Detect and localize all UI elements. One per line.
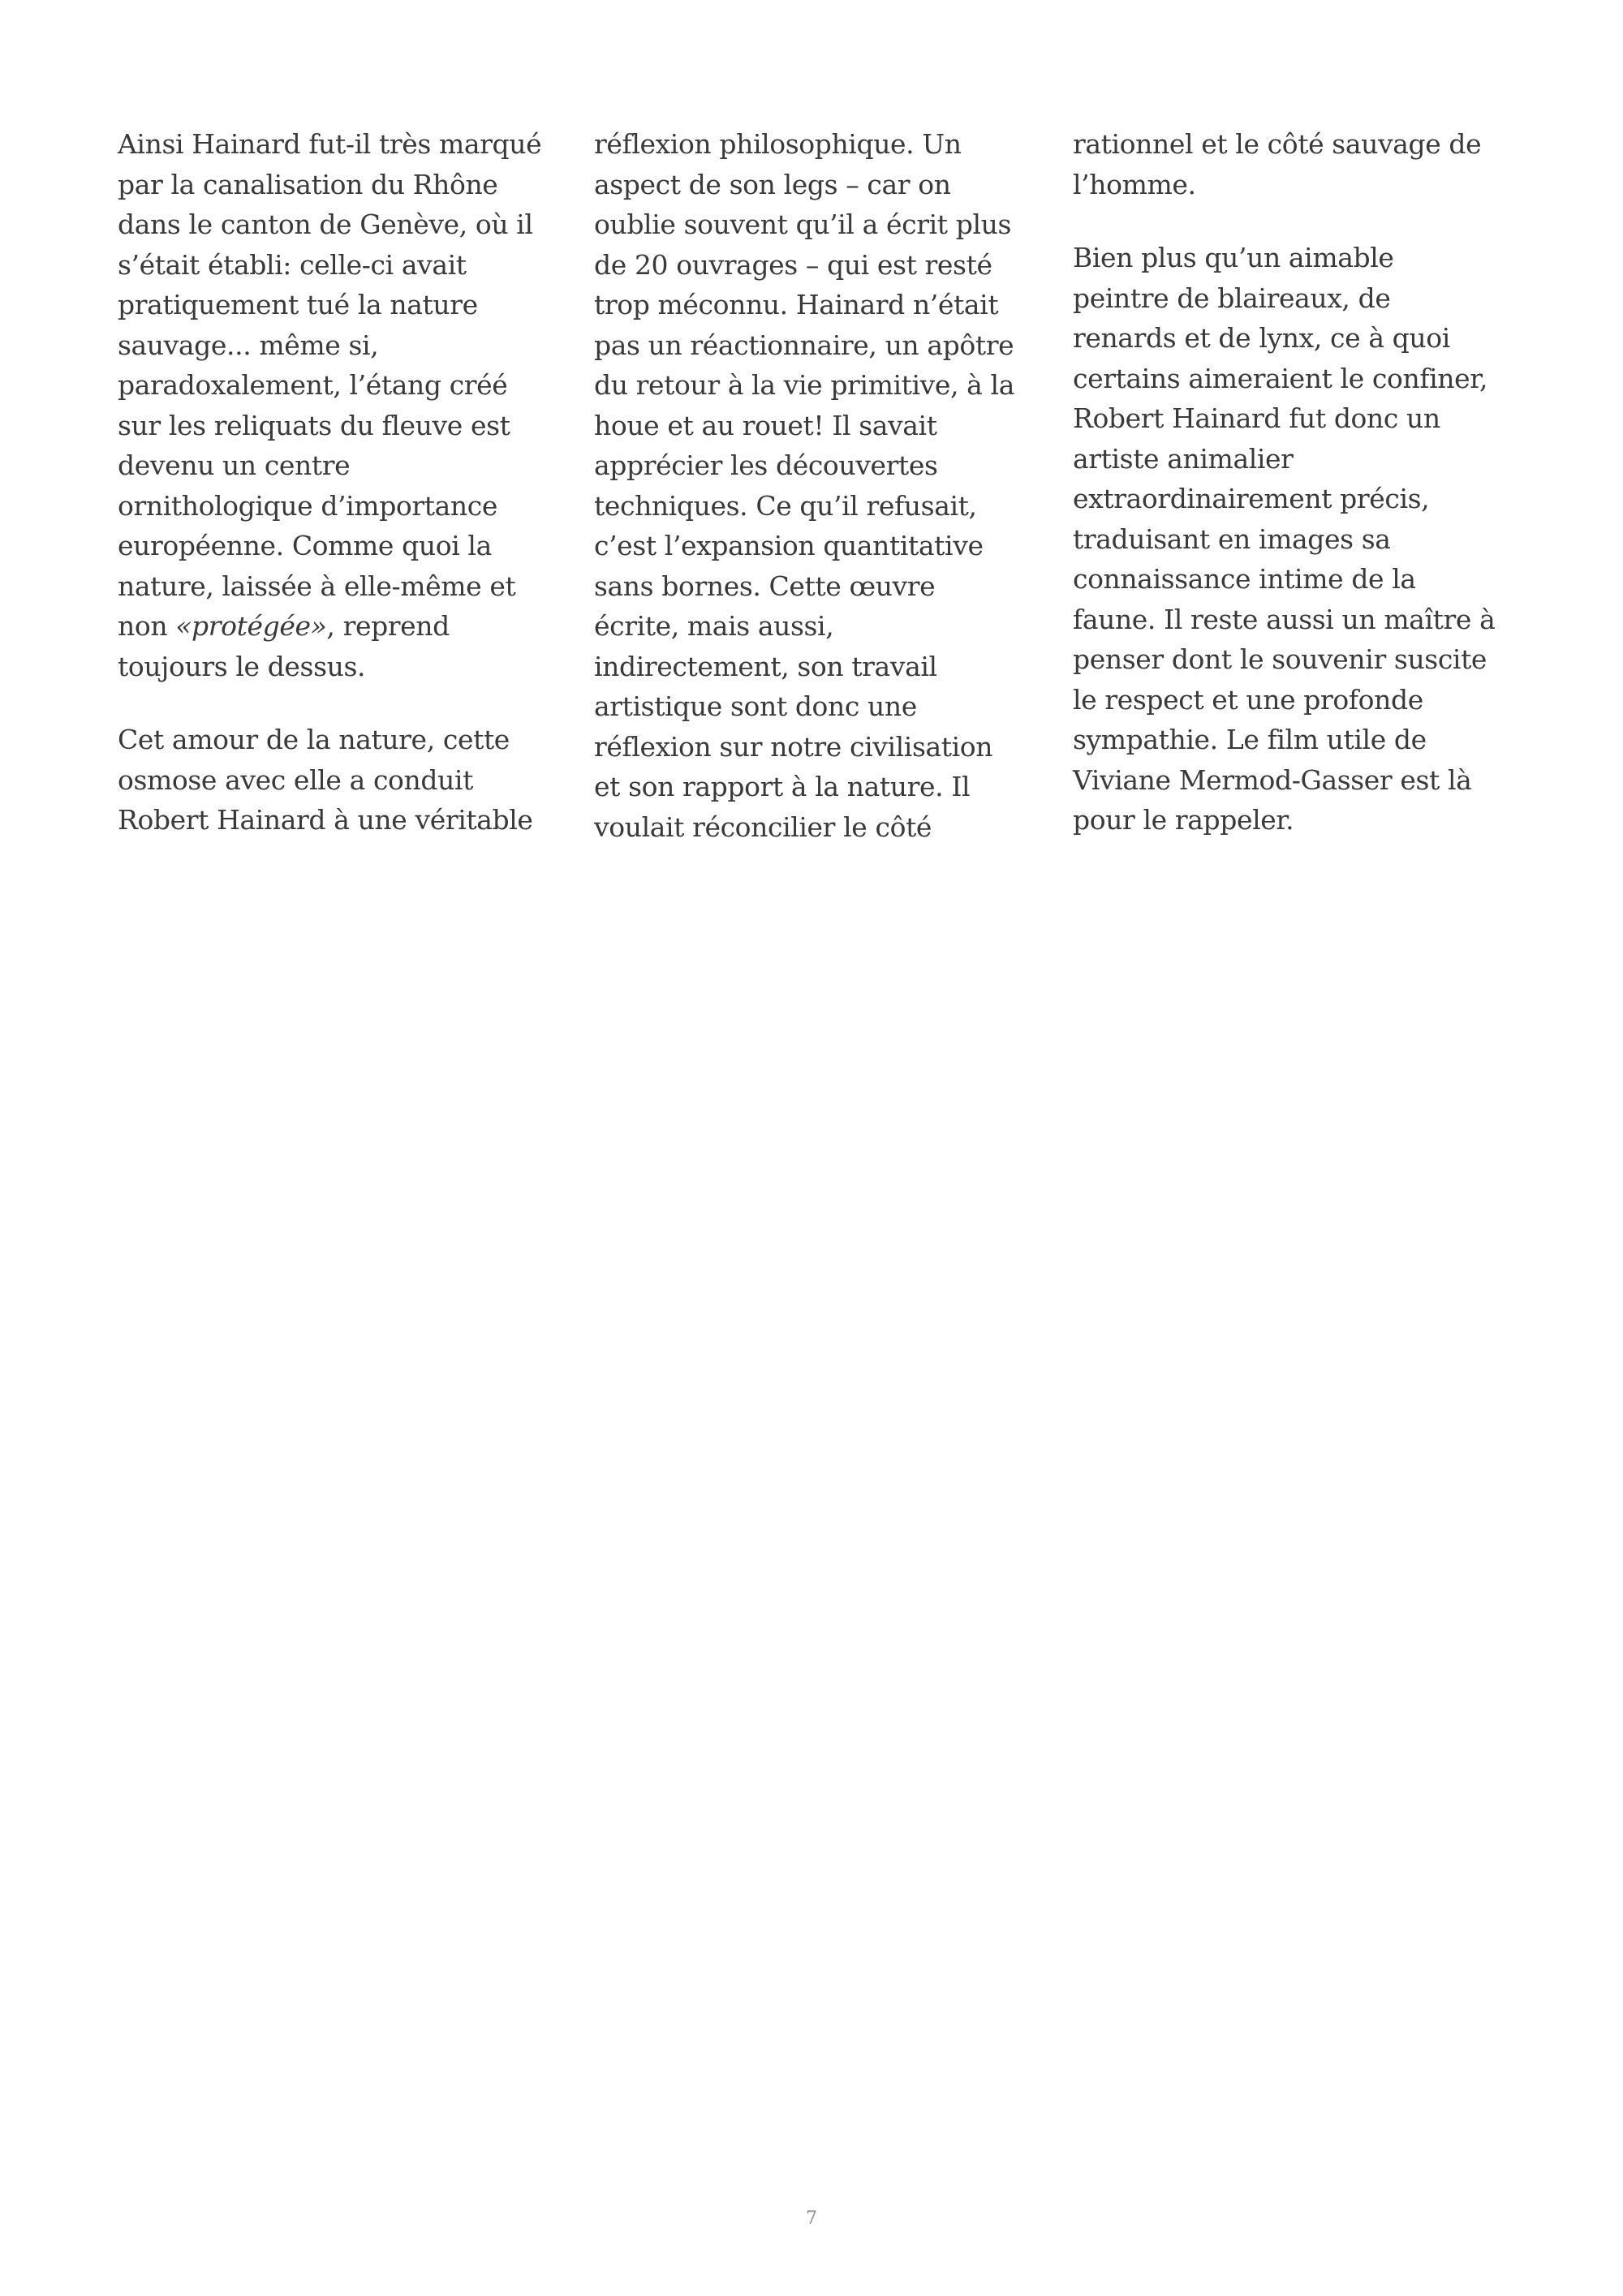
text-line: artiste animalier — [1073, 442, 1294, 475]
page-number: 7 — [806, 2208, 817, 2229]
text-line: le respect et une profonde — [1073, 683, 1423, 716]
text-line: réflexion sur notre civilisation — [594, 730, 993, 763]
paragraph — [1073, 238, 1515, 841]
text-line: par la canalisation du Rhône — [118, 168, 498, 200]
text-line: connaissance intime de la — [1073, 563, 1416, 595]
text-line: et son rapport à la nature. Il — [594, 771, 971, 802]
text-line: penser dont le souvenir suscite — [1073, 643, 1487, 675]
text-line: sympathie. Le film utile de — [1073, 724, 1427, 755]
text-line: de 20 ouvrages – qui est resté — [594, 248, 992, 281]
paragraph — [1073, 124, 1515, 204]
text-column-2 — [594, 124, 1036, 880]
text-line: aspect de son legs – car on — [594, 168, 951, 200]
text-line: indirectement, son travail — [594, 650, 937, 682]
text-line: sauvage... même si, — [118, 329, 379, 361]
text-line: ornithologique d’importance — [118, 489, 497, 522]
text-line: traduisant en images sa — [1073, 522, 1391, 555]
text-line: européenne. Comme quoi la — [118, 530, 492, 561]
text-line: l’homme. — [1073, 168, 1196, 200]
text-line: sur les reliquats du fleuve est — [118, 409, 510, 441]
paragraph — [118, 720, 560, 841]
text-line: voulait réconcilier le côté — [594, 810, 932, 843]
text-column-3 — [1073, 124, 1515, 874]
text-line: non «protégée», reprend — [118, 610, 450, 642]
text-line: certains aimeraient le confiner, — [1073, 362, 1488, 394]
text-line: peintre de blaireaux, de — [1073, 282, 1391, 314]
paragraph — [118, 124, 560, 686]
text-line: pratiquement tué la nature — [118, 289, 478, 320]
text-line: nature, laissée à elle-même et — [118, 570, 516, 602]
text-line: faune. Il reste aussi un maître à — [1073, 603, 1496, 635]
text-line: pour le rappeler. — [1073, 804, 1294, 836]
text-line: Robert Hainard fut donc un — [1073, 402, 1440, 434]
text-line: réflexion philosophique. Un — [594, 128, 962, 160]
text-line: trop méconnu. Hainard n’était — [594, 289, 999, 320]
text-line: apprécier les découvertes — [594, 449, 938, 481]
text-line: rationnel et le côté sauvage de — [1073, 128, 1482, 160]
text-line: sans bornes. Cette œuvre — [594, 570, 936, 602]
text-line: s’était établi: celle-ci avait — [118, 248, 467, 281]
text-line: artistique sont donc une — [594, 690, 917, 722]
paragraph — [594, 124, 1036, 847]
text-line: techniques. Ce qu’il refusait, — [594, 489, 977, 522]
text-line: c’est l’expansion quantitative — [594, 530, 984, 561]
text-line: Bien plus qu’un aimable — [1073, 242, 1394, 273]
text-line: paradoxalement, l’étang créé — [118, 369, 508, 401]
text-line: Cet amour de la nature, cette — [118, 724, 510, 755]
text-line: écrite, mais aussi, — [594, 610, 834, 642]
text-line: Ainsi Hainard fut-il très marqué — [118, 128, 542, 160]
text-line: toujours le dessus. — [118, 650, 366, 682]
text-line: devenu un centre — [118, 449, 351, 481]
text-line: renards et de lynx, ce à quoi — [1073, 322, 1450, 354]
text-line: Viviane Mermod-Gasser est là — [1073, 763, 1472, 796]
text-line: du retour à la vie primitive, à la — [594, 369, 1014, 401]
text-line: oublie souvent qu’il a écrit plus — [594, 209, 1011, 240]
text-line: extraordinairement précis, — [1073, 483, 1430, 514]
text-column-1 — [118, 124, 560, 874]
text-line: dans le canton de Genève, où il — [118, 209, 533, 240]
text-line: pas un réactionnaire, un apôtre — [594, 329, 1014, 361]
emphasis: «protégée» — [175, 610, 327, 642]
text-line: osmose avec elle a conduit — [118, 763, 473, 796]
text-line: Robert Hainard à une véritable — [118, 804, 533, 836]
text-line: houe et au rouet! Il savait — [594, 409, 937, 441]
